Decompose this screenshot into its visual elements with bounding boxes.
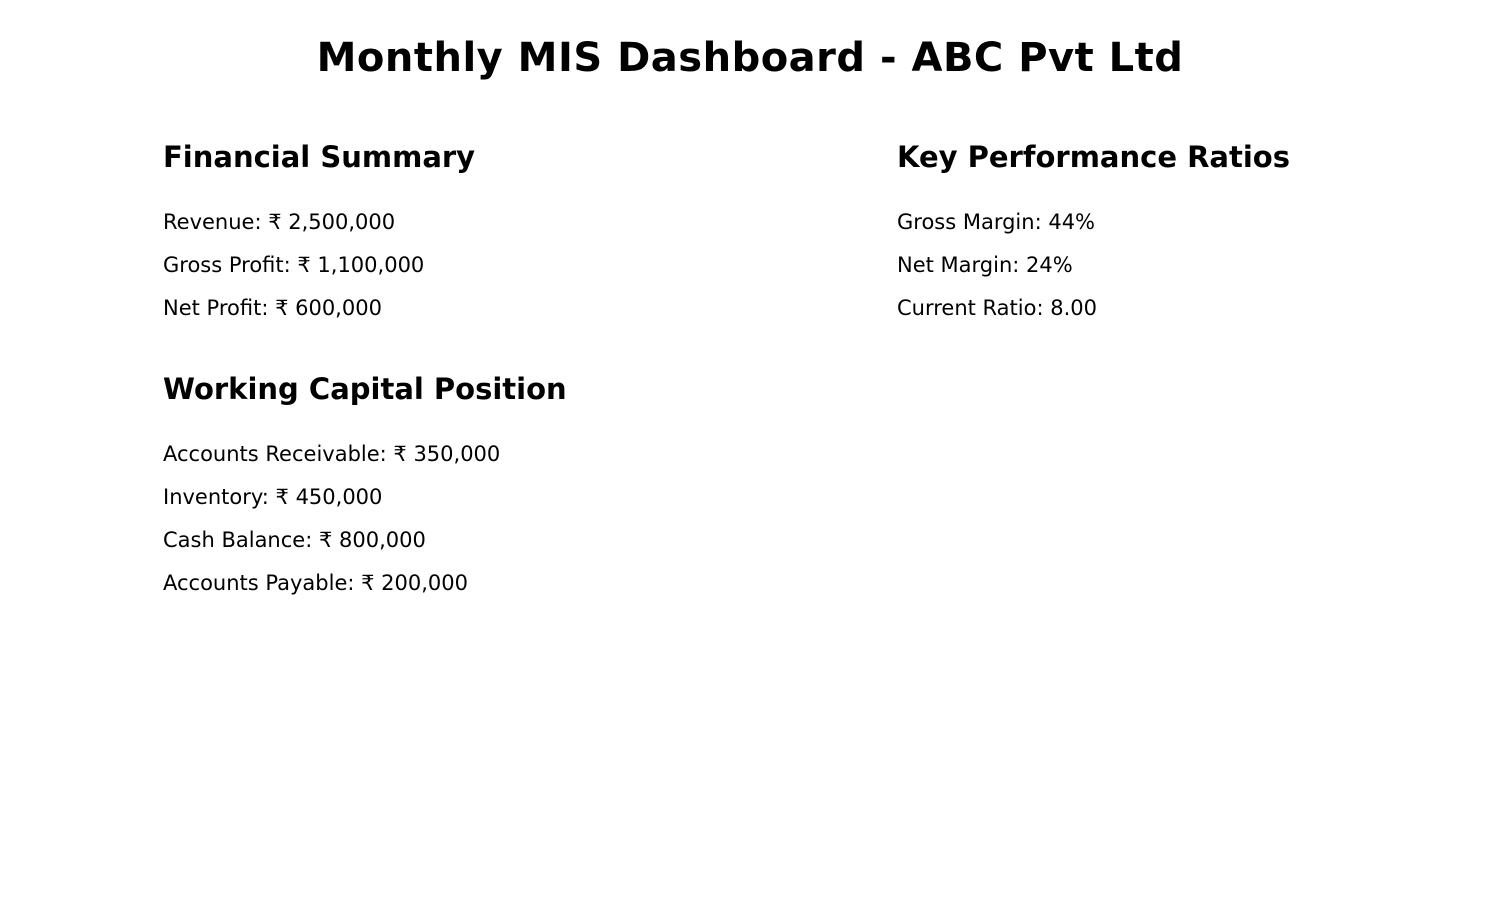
page-title: Monthly MIS Dashboard - ABC Pvt Ltd (316, 35, 1184, 81)
dashboard-content (0, 140, 1500, 615)
right-column (897, 140, 1420, 340)
metric-gross-profit: Gross Profit: ₹ 1,100,000 (163, 253, 425, 277)
section-financial-summary (163, 140, 897, 320)
metric-accounts-receivable: Accounts Receivable: ₹ 350,000 (163, 442, 501, 466)
working-capital-heading: Working Capital Position (163, 372, 567, 406)
metric-net-profit: Net Profit: ₹ 600,000 (163, 296, 382, 320)
key-performance-ratios-heading: Key Performance Ratios (897, 140, 1290, 174)
section-key-performance-ratios (897, 140, 1420, 320)
metric-inventory: Inventory: ₹ 450,000 (163, 485, 383, 509)
metric-revenue: Revenue: ₹ 2,500,000 (163, 210, 396, 234)
financial-summary-heading: Financial Summary (163, 140, 476, 174)
metric-net-margin: Net Margin: 24% (897, 253, 1073, 277)
metric-gross-margin: Gross Margin: 44% (897, 210, 1096, 234)
section-working-capital-position (163, 372, 897, 595)
dashboard-page (0, 35, 1500, 918)
left-column (163, 140, 897, 615)
metric-current-ratio: Current Ratio: 8.00 (897, 296, 1097, 320)
metric-accounts-payable: Accounts Payable: ₹ 200,000 (163, 571, 469, 595)
metric-cash-balance: Cash Balance: ₹ 800,000 (163, 528, 426, 552)
